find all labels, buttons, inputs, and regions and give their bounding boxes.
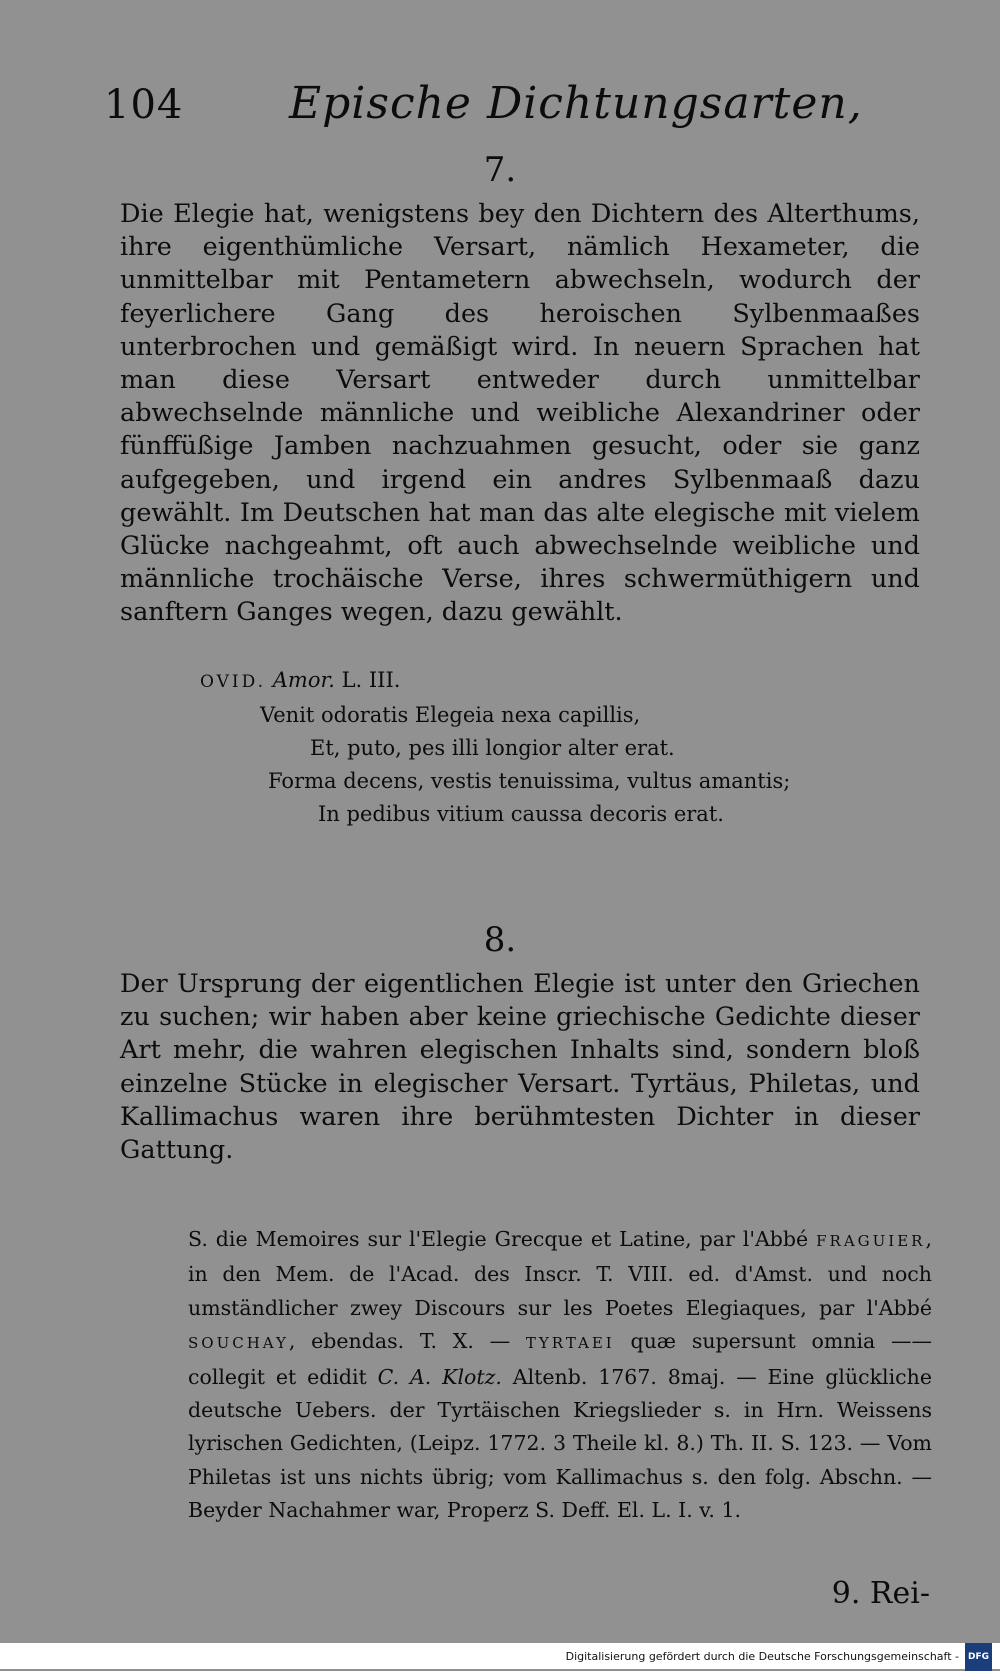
running-title: Epische Dichtungsarten,	[289, 78, 863, 129]
bibliographic-note	[188, 1223, 932, 1528]
author-fraguier: FRAGUIER	[816, 1232, 926, 1250]
digitization-footer	[0, 1643, 1000, 1669]
ovid-quotation	[200, 664, 880, 831]
section-number-7: 7.	[483, 150, 517, 190]
dfg-logo: DFG	[965, 1643, 992, 1671]
quote-line: Venit odoratis Elegeia nexa capillis,	[260, 703, 641, 727]
note-text: Altenb. 1767. 8maj. — Eine glückliche deutsche Uebers. der Tyrtäischen Kriegslieder s. in Hrn. Weissens lyrischen Gedichten, (Leipz. 1772. 3 Theile kl. 8.) Th. II. S. 123. — Vom Philetas ist uns nichts übrig; vom Kallimachus s. den folg. Abschn. — Beyder Nachahmer war, Properz S. Deff. El. L. I. v. 1.	[188, 1364, 932, 1523]
quote-line: Et, puto, pes illi longior alter erat.	[310, 736, 675, 760]
quote-line: In pedibus vitium caussa decoris erat.	[318, 802, 724, 826]
note-text: , ebendas. T. X. —	[288, 1329, 511, 1354]
note-text: , in den Mem. de l'Acad. des Inscr. T. VIII. ed. d'Amst. und noch umständlicher zwey Discours sur les Poetes Elegiaques, par l'Abbé	[188, 1227, 932, 1320]
running-head	[104, 78, 924, 138]
editor-name: C. A. Klotz.	[377, 1364, 502, 1389]
quote-line: Forma decens, vestis tenuissima, vultus amantis;	[268, 769, 791, 793]
footer-text: Digitalisierung gefördert durch die Deutsche Forschungsgemeinschaft -	[565, 1650, 959, 1663]
section-8-paragraph: Der Ursprung der eigentlichen Elegie ist unter den Griechen zu suchen; wir haben aber keine griechische Gedichte dieser Art mehr, die wahren elegischen Inhalts sind, sondern bloß einzelne Stücke in elegischer Versart. Tyrtäus, Philetas, und Kallimachus waren ihre berühmtesten Dichter in dieser Gattung.	[120, 969, 920, 1166]
quotation-source	[200, 664, 880, 699]
note-text: quæ supersunt omnia —— collegit et edidit	[188, 1329, 932, 1389]
work-tyrtaei: TYRTAEI	[525, 1334, 615, 1353]
quote-work: Amor.	[272, 668, 335, 692]
quote-author: OVID.	[200, 672, 267, 692]
note-text: S. die Memoires sur l'Elegie Grecque et Latine, par l'Abbé	[188, 1227, 809, 1251]
catchword: 9. Rei-	[831, 1576, 930, 1611]
section-number-8: 8.	[483, 920, 517, 960]
author-souchay: SOUCHAY	[188, 1334, 289, 1353]
page-number: 104	[104, 82, 184, 128]
quote-reference: L. III.	[341, 668, 401, 692]
section-7-paragraph: Die Elegie hat, wenigstens bey den Dichtern des Alterthums, ihre eigenthümliche Versart, nämlich Hexameter, die unmittelbar mit Pentametern abwechseln, wodurch der feyerlichere Gang des heroischen Sylbenmaaßes unterbrochen und gemäßigt wird. In neuern Sprachen hat man diese Versart entweder durch unmittelbar abwechselnde männliche und weibliche Alexandriner oder fünffüßige Jamben nachzuahmen gesucht, oder sie ganz aufgegeben, und irgend ein andres Sylbenmaaß dazu gewählt. Im Deutschen hat man das alte elegische mit vielem Glücke nachgeahmt, oft auch abwechselnde weibliche und männliche trochäische Verse, ihres schwermüthigern und sanftern Ganges wegen, dazu gewählt.	[120, 199, 920, 628]
